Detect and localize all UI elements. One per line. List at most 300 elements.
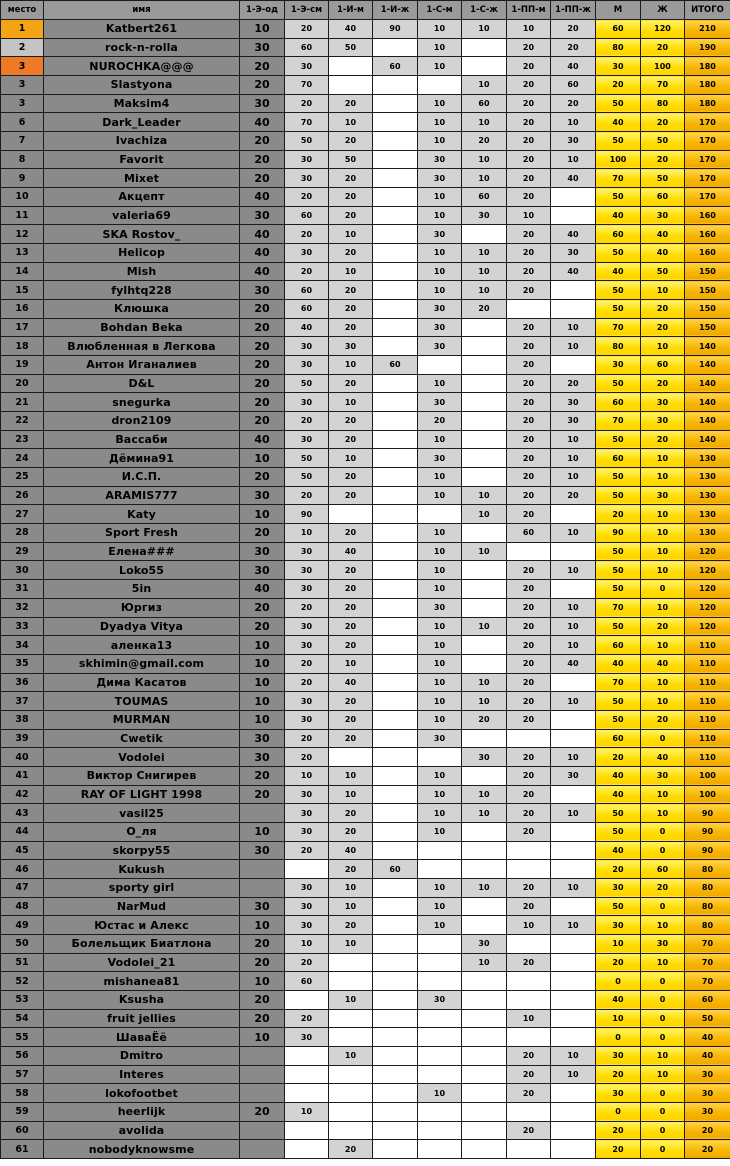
cell-1-e-od: 10 <box>240 449 285 468</box>
cell-place: 27 <box>1 505 44 524</box>
cell-m: 50 <box>596 430 641 449</box>
cell-1-s-m: 10 <box>418 673 462 692</box>
cell-1-s-zh <box>462 841 507 860</box>
cell-1-e-sm: 60 <box>285 281 329 300</box>
cell-total: 170 <box>685 169 730 188</box>
cell-1-i-zh <box>373 598 418 617</box>
cell-name: Виктор Снигирев <box>44 766 240 785</box>
cell-total: 120 <box>685 580 730 599</box>
cell-total: 110 <box>685 654 730 673</box>
cell-total: 80 <box>685 860 730 879</box>
cell-1-pp-m <box>507 934 551 953</box>
cell-m: 50 <box>596 281 641 300</box>
header-1-i-m: 1-И-м <box>329 1 373 20</box>
cell-zh: 10 <box>641 598 685 617</box>
cell-1-s-zh <box>462 1065 507 1084</box>
cell-1-e-sm: 20 <box>285 225 329 244</box>
cell-1-e-od: 40 <box>240 113 285 132</box>
cell-place: 54 <box>1 1009 44 1028</box>
cell-place: 39 <box>1 729 44 748</box>
cell-m: 50 <box>596 244 641 263</box>
cell-1-s-m: 10 <box>418 654 462 673</box>
cell-1-i-m: 10 <box>329 449 373 468</box>
table-row <box>1 1121 730 1140</box>
table-row <box>1 505 730 524</box>
cell-1-pp-m: 20 <box>507 76 551 95</box>
cell-zh: 20 <box>641 430 685 449</box>
cell-1-s-m: 10 <box>418 692 462 711</box>
cell-zh: 40 <box>641 654 685 673</box>
cell-m: 20 <box>596 505 641 524</box>
cell-1-pp-zh <box>551 972 596 991</box>
cell-name: Maksim4 <box>44 94 240 113</box>
cell-1-pp-zh <box>551 785 596 804</box>
cell-total: 130 <box>685 468 730 487</box>
cell-1-e-sm <box>285 860 329 879</box>
cell-1-i-m: 20 <box>329 1140 373 1159</box>
cell-1-i-m: 20 <box>329 561 373 580</box>
cell-1-s-zh: 10 <box>462 617 507 636</box>
cell-place: 20 <box>1 374 44 393</box>
cell-1-e-sm: 30 <box>285 636 329 655</box>
cell-m: 100 <box>596 150 641 169</box>
cell-1-i-m: 10 <box>329 785 373 804</box>
cell-m: 60 <box>596 729 641 748</box>
cell-name: Вассаби <box>44 430 240 449</box>
cell-1-e-od: 40 <box>240 188 285 207</box>
cell-total: 110 <box>685 729 730 748</box>
cell-1-s-m <box>418 972 462 991</box>
cell-1-pp-zh: 10 <box>551 878 596 897</box>
cell-zh: 0 <box>641 1121 685 1140</box>
cell-name: O_ля <box>44 822 240 841</box>
cell-1-s-zh <box>462 374 507 393</box>
cell-1-pp-m: 20 <box>507 38 551 57</box>
cell-m: 60 <box>596 20 641 39</box>
cell-1-i-zh <box>373 1065 418 1084</box>
cell-name: heerlijk <box>44 1102 240 1121</box>
cell-1-pp-zh: 10 <box>551 617 596 636</box>
cell-1-pp-m: 20 <box>507 785 551 804</box>
cell-1-e-sm: 30 <box>285 57 329 76</box>
cell-1-s-zh: 30 <box>462 206 507 225</box>
cell-m: 0 <box>596 1028 641 1047</box>
table-row <box>1 542 730 561</box>
cell-zh: 100 <box>641 57 685 76</box>
cell-1-i-zh: 60 <box>373 356 418 375</box>
table-row <box>1 524 730 543</box>
cell-1-s-m <box>418 1065 462 1084</box>
cell-1-e-od: 20 <box>240 374 285 393</box>
cell-place: 13 <box>1 244 44 263</box>
cell-1-i-zh: 60 <box>373 860 418 879</box>
cell-1-e-sm: 30 <box>285 822 329 841</box>
cell-zh: 20 <box>641 113 685 132</box>
cell-1-pp-zh <box>551 1009 596 1028</box>
cell-1-e-sm <box>285 990 329 1009</box>
table-row <box>1 169 730 188</box>
cell-name: RAY OF LIGHT 1998 <box>44 785 240 804</box>
cell-zh: 40 <box>641 244 685 263</box>
cell-1-pp-zh: 10 <box>551 524 596 543</box>
cell-1-i-zh <box>373 542 418 561</box>
cell-1-pp-zh <box>551 206 596 225</box>
cell-1-s-m: 10 <box>418 524 462 543</box>
cell-zh: 30 <box>641 486 685 505</box>
cell-m: 50 <box>596 374 641 393</box>
cell-1-s-zh: 10 <box>462 878 507 897</box>
cell-1-pp-zh <box>551 934 596 953</box>
cell-name: NUROCHKA@@@ <box>44 57 240 76</box>
cell-m: 30 <box>596 1084 641 1103</box>
table-row <box>1 598 730 617</box>
cell-name: MURMAN <box>44 710 240 729</box>
cell-1-s-zh: 10 <box>462 20 507 39</box>
cell-total: 130 <box>685 505 730 524</box>
cell-place: 45 <box>1 841 44 860</box>
cell-1-pp-m <box>507 860 551 879</box>
cell-1-s-m <box>418 76 462 95</box>
cell-1-i-m: 10 <box>329 356 373 375</box>
cell-1-s-zh: 60 <box>462 188 507 207</box>
table-row <box>1 262 730 281</box>
table-row <box>1 38 730 57</box>
cell-1-s-zh: 20 <box>462 300 507 319</box>
cell-1-e-od: 30 <box>240 729 285 748</box>
cell-1-i-m: 10 <box>329 1046 373 1065</box>
table-row <box>1 972 730 991</box>
cell-1-pp-zh: 20 <box>551 374 596 393</box>
table-row <box>1 20 730 39</box>
cell-1-pp-zh: 10 <box>551 1065 596 1084</box>
cell-1-pp-m: 20 <box>507 748 551 767</box>
cell-place: 55 <box>1 1028 44 1047</box>
cell-1-pp-m: 20 <box>507 132 551 151</box>
table-row <box>1 113 730 132</box>
cell-1-s-m: 10 <box>418 561 462 580</box>
cell-m: 50 <box>596 822 641 841</box>
cell-1-i-m: 20 <box>329 169 373 188</box>
cell-1-e-sm: 30 <box>285 542 329 561</box>
cell-1-i-zh <box>373 934 418 953</box>
cell-zh: 60 <box>641 188 685 207</box>
table-row <box>1 412 730 431</box>
cell-name: Mish <box>44 262 240 281</box>
cell-1-pp-zh <box>551 281 596 300</box>
cell-zh: 50 <box>641 169 685 188</box>
cell-place: 18 <box>1 337 44 356</box>
cell-name: Dyadya Vitya <box>44 617 240 636</box>
cell-1-s-m: 10 <box>418 766 462 785</box>
cell-zh: 80 <box>641 94 685 113</box>
cell-1-i-m: 20 <box>329 729 373 748</box>
cell-1-i-m: 10 <box>329 990 373 1009</box>
cell-1-s-m: 10 <box>418 468 462 487</box>
cell-1-i-m: 20 <box>329 206 373 225</box>
cell-total: 90 <box>685 841 730 860</box>
cell-1-i-zh <box>373 804 418 823</box>
cell-name: Vodolei_21 <box>44 953 240 972</box>
cell-total: 150 <box>685 318 730 337</box>
cell-1-s-m: 10 <box>418 244 462 263</box>
cell-total: 120 <box>685 598 730 617</box>
cell-1-pp-m: 20 <box>507 318 551 337</box>
cell-1-e-sm: 90 <box>285 505 329 524</box>
cell-1-e-sm: 30 <box>285 169 329 188</box>
table-row <box>1 132 730 151</box>
table-row <box>1 150 730 169</box>
cell-1-pp-m: 20 <box>507 1046 551 1065</box>
cell-total: 110 <box>685 748 730 767</box>
cell-total: 40 <box>685 1046 730 1065</box>
cell-1-i-zh <box>373 281 418 300</box>
cell-1-s-m: 30 <box>418 990 462 1009</box>
cell-1-i-zh <box>373 785 418 804</box>
cell-m: 30 <box>596 878 641 897</box>
cell-1-i-zh <box>373 916 418 935</box>
cell-m: 40 <box>596 841 641 860</box>
cell-1-pp-m: 20 <box>507 262 551 281</box>
cell-m: 60 <box>596 449 641 468</box>
cell-1-i-m: 10 <box>329 225 373 244</box>
cell-1-s-m <box>418 1102 462 1121</box>
cell-1-pp-m: 20 <box>507 636 551 655</box>
cell-name: Ksusha <box>44 990 240 1009</box>
cell-zh: 40 <box>641 748 685 767</box>
cell-m: 60 <box>596 636 641 655</box>
cell-1-e-sm: 20 <box>285 262 329 281</box>
cell-1-e-od: 20 <box>240 990 285 1009</box>
cell-place: 3 <box>1 76 44 95</box>
cell-1-i-zh <box>373 729 418 748</box>
cell-1-s-m: 10 <box>418 916 462 935</box>
cell-zh: 60 <box>641 356 685 375</box>
cell-1-i-zh <box>373 337 418 356</box>
cell-1-e-od: 40 <box>240 244 285 263</box>
cell-1-i-m: 20 <box>329 916 373 935</box>
cell-place: 51 <box>1 953 44 972</box>
cell-1-e-od: 30 <box>240 38 285 57</box>
header-place: место <box>1 1 44 20</box>
cell-1-pp-m <box>507 1028 551 1047</box>
cell-1-e-od <box>240 1140 285 1159</box>
cell-1-pp-m: 20 <box>507 393 551 412</box>
header-1-s-zh: 1-С-ж <box>462 1 507 20</box>
cell-total: 180 <box>685 57 730 76</box>
cell-1-i-m: 20 <box>329 300 373 319</box>
cell-1-e-od: 20 <box>240 785 285 804</box>
cell-1-i-m: 20 <box>329 804 373 823</box>
cell-1-pp-zh: 10 <box>551 468 596 487</box>
cell-1-s-zh <box>462 1028 507 1047</box>
cell-1-pp-zh <box>551 542 596 561</box>
cell-place: 28 <box>1 524 44 543</box>
table-row <box>1 710 730 729</box>
cell-total: 180 <box>685 94 730 113</box>
cell-1-e-od: 10 <box>240 692 285 711</box>
cell-1-pp-zh: 10 <box>551 1046 596 1065</box>
cell-1-e-od <box>240 804 285 823</box>
cell-m: 30 <box>596 57 641 76</box>
cell-place: 24 <box>1 449 44 468</box>
cell-place: 33 <box>1 617 44 636</box>
cell-place: 16 <box>1 300 44 319</box>
cell-zh: 30 <box>641 934 685 953</box>
cell-total: 30 <box>685 1084 730 1103</box>
cell-1-pp-zh: 10 <box>551 113 596 132</box>
cell-1-i-m <box>329 1084 373 1103</box>
cell-1-i-zh <box>373 524 418 543</box>
cell-1-s-zh <box>462 598 507 617</box>
cell-1-pp-zh: 40 <box>551 654 596 673</box>
cell-1-pp-zh <box>551 188 596 207</box>
cell-zh: 10 <box>641 337 685 356</box>
cell-1-pp-m: 20 <box>507 356 551 375</box>
cell-1-pp-zh: 30 <box>551 766 596 785</box>
cell-place: 6 <box>1 113 44 132</box>
cell-m: 40 <box>596 654 641 673</box>
cell-1-i-m <box>329 1009 373 1028</box>
cell-zh: 0 <box>641 729 685 748</box>
cell-1-pp-m: 20 <box>507 412 551 431</box>
cell-1-i-m: 10 <box>329 897 373 916</box>
cell-1-s-zh <box>462 57 507 76</box>
cell-place: 10 <box>1 188 44 207</box>
cell-1-pp-m: 20 <box>507 57 551 76</box>
cell-1-i-m: 50 <box>329 150 373 169</box>
cell-1-i-zh <box>373 841 418 860</box>
cell-1-e-od: 20 <box>240 934 285 953</box>
cell-name: Loko55 <box>44 561 240 580</box>
cell-1-e-od: 40 <box>240 430 285 449</box>
cell-1-s-m: 10 <box>418 617 462 636</box>
cell-place: 44 <box>1 822 44 841</box>
cell-1-pp-m: 20 <box>507 580 551 599</box>
cell-1-i-m: 20 <box>329 580 373 599</box>
cell-zh: 0 <box>641 1140 685 1159</box>
cell-1-e-sm: 20 <box>285 1009 329 1028</box>
table-row <box>1 393 730 412</box>
cell-total: 20 <box>685 1121 730 1140</box>
cell-name: Dark_Leader <box>44 113 240 132</box>
cell-zh: 20 <box>641 710 685 729</box>
cell-1-pp-m: 60 <box>507 524 551 543</box>
cell-1-i-m <box>329 1028 373 1047</box>
cell-name: Влюбленная в Легкова <box>44 337 240 356</box>
cell-1-i-zh <box>373 374 418 393</box>
cell-m: 40 <box>596 113 641 132</box>
cell-m: 50 <box>596 710 641 729</box>
cell-m: 50 <box>596 692 641 711</box>
cell-1-pp-m: 20 <box>507 449 551 468</box>
cell-m: 90 <box>596 524 641 543</box>
table-row <box>1 356 730 375</box>
table-row <box>1 1009 730 1028</box>
cell-1-e-od: 30 <box>240 542 285 561</box>
cell-1-e-sm: 20 <box>285 841 329 860</box>
cell-1-s-m: 10 <box>418 430 462 449</box>
cell-1-i-m: 10 <box>329 766 373 785</box>
cell-name: Дёмина91 <box>44 449 240 468</box>
cell-1-e-sm: 20 <box>285 748 329 767</box>
cell-1-e-sm: 30 <box>285 580 329 599</box>
cell-1-pp-zh: 10 <box>551 636 596 655</box>
cell-1-e-od <box>240 878 285 897</box>
cell-1-e-od: 30 <box>240 281 285 300</box>
cell-total: 90 <box>685 822 730 841</box>
cell-place: 31 <box>1 580 44 599</box>
cell-1-e-sm: 40 <box>285 318 329 337</box>
cell-1-i-zh <box>373 244 418 263</box>
cell-1-i-zh <box>373 953 418 972</box>
cell-m: 20 <box>596 1121 641 1140</box>
cell-1-i-zh <box>373 580 418 599</box>
cell-1-e-od: 10 <box>240 916 285 935</box>
cell-total: 80 <box>685 878 730 897</box>
cell-name: D&L <box>44 374 240 393</box>
cell-m: 20 <box>596 860 641 879</box>
table-row <box>1 617 730 636</box>
cell-1-s-m: 10 <box>418 785 462 804</box>
cell-1-e-sm: 20 <box>285 598 329 617</box>
cell-1-i-zh: 90 <box>373 20 418 39</box>
cell-1-s-zh: 10 <box>462 505 507 524</box>
cell-zh: 10 <box>641 916 685 935</box>
cell-1-s-m: 10 <box>418 113 462 132</box>
cell-1-e-sm <box>285 1121 329 1140</box>
cell-1-s-zh <box>462 766 507 785</box>
cell-1-i-zh <box>373 262 418 281</box>
cell-1-e-sm: 30 <box>285 1028 329 1047</box>
cell-1-s-m: 10 <box>418 486 462 505</box>
cell-name: sporty girl <box>44 878 240 897</box>
cell-1-s-zh <box>462 412 507 431</box>
cell-m: 0 <box>596 972 641 991</box>
cell-total: 20 <box>685 1140 730 1159</box>
cell-1-i-zh <box>373 1028 418 1047</box>
cell-place: 47 <box>1 878 44 897</box>
cell-1-e-od: 20 <box>240 766 285 785</box>
cell-1-s-zh: 10 <box>462 150 507 169</box>
cell-1-s-zh <box>462 916 507 935</box>
cell-1-s-zh <box>462 1009 507 1028</box>
cell-1-i-m: 20 <box>329 598 373 617</box>
cell-1-s-m: 10 <box>418 710 462 729</box>
cell-zh: 0 <box>641 1009 685 1028</box>
cell-1-i-m: 20 <box>329 374 373 393</box>
cell-zh: 60 <box>641 860 685 879</box>
cell-place: 35 <box>1 654 44 673</box>
cell-m: 40 <box>596 262 641 281</box>
cell-1-i-zh <box>373 1140 418 1159</box>
cell-1-pp-zh: 20 <box>551 38 596 57</box>
table-row <box>1 636 730 655</box>
cell-1-i-zh <box>373 113 418 132</box>
cell-name: valeria69 <box>44 206 240 225</box>
cell-1-s-zh <box>462 318 507 337</box>
cell-total: 170 <box>685 188 730 207</box>
cell-1-s-zh <box>462 1140 507 1159</box>
cell-1-s-zh: 10 <box>462 542 507 561</box>
cell-1-s-zh <box>462 356 507 375</box>
cell-1-pp-m <box>507 841 551 860</box>
cell-1-pp-m: 20 <box>507 766 551 785</box>
cell-1-pp-m: 10 <box>507 206 551 225</box>
table-row <box>1 692 730 711</box>
cell-m: 50 <box>596 188 641 207</box>
table-row <box>1 654 730 673</box>
cell-name: rock-n-rolla <box>44 38 240 57</box>
